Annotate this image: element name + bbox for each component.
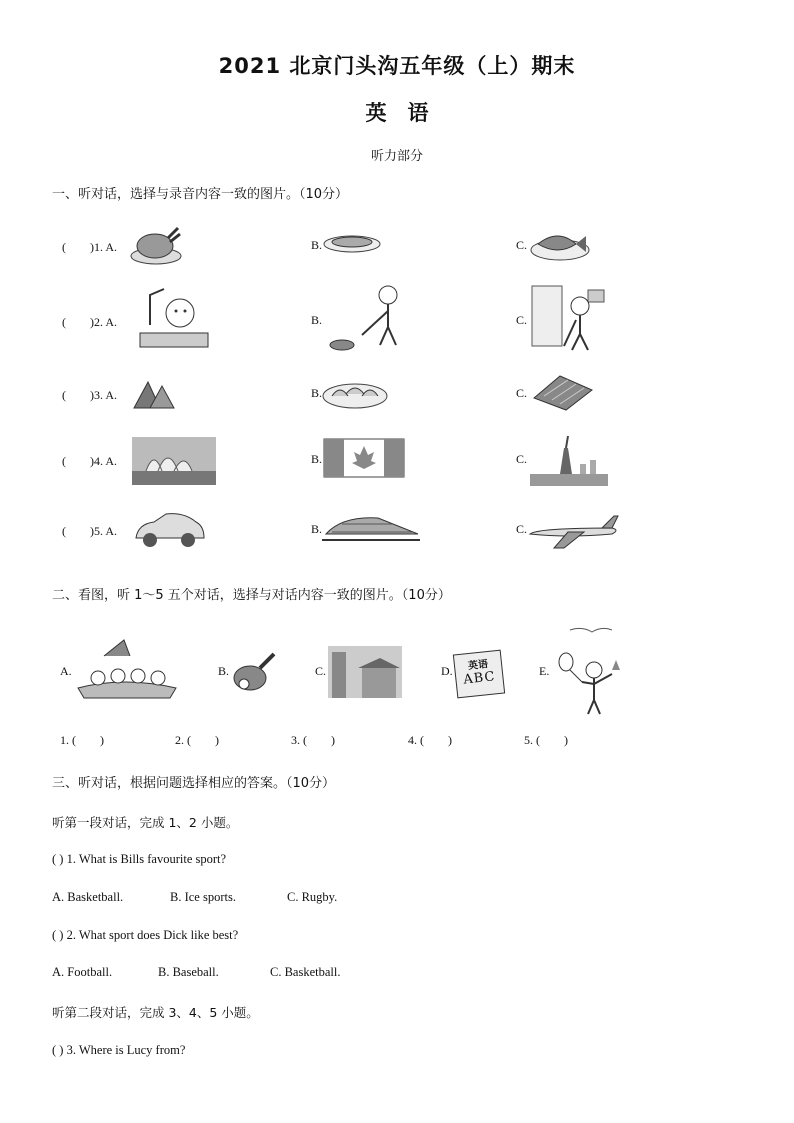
- girl-badminton-icon: [552, 624, 628, 716]
- q4-b-label: B.: [311, 452, 323, 466]
- s2-answer-2: 2. ( ): [175, 733, 219, 747]
- q1-b-label: B.: [311, 238, 323, 252]
- s2-option-d: D.: [441, 664, 453, 678]
- section1-heading: 一、听对话，选择与录音内容一致的图片。（10分）: [52, 187, 349, 202]
- book-letters: ABC: [462, 669, 497, 688]
- q4-c-label: C.: [516, 452, 528, 466]
- dumplings-icon: [322, 376, 388, 410]
- dragon-boat-race-icon: [74, 636, 180, 702]
- s2-answer-3: 3. ( ): [291, 733, 335, 747]
- q3-number: ( )3. A.: [62, 388, 117, 402]
- question-2: ( ) 2. What sport does Dick like best?: [52, 928, 239, 942]
- english-book-icon: [453, 650, 505, 699]
- boy-cleaning-icon: [530, 284, 610, 352]
- boy-walking-dog-icon: [322, 283, 406, 355]
- s2-answer-5: 5. ( ): [524, 733, 568, 747]
- zongzi-icon: [130, 376, 178, 412]
- student-reading-icon: [130, 285, 210, 351]
- q2-b-label: B.: [311, 313, 323, 327]
- s2-option-e: E.: [539, 664, 550, 678]
- q1-option-b: B. Ice sports.: [170, 890, 236, 904]
- s2-answer-4: 4. ( ): [408, 733, 452, 747]
- s2-option-b: B.: [218, 664, 230, 678]
- exam-title: 2021 北京门头沟五年级（上）期末: [218, 54, 576, 78]
- q1-number: ( )1. A.: [62, 240, 117, 254]
- section2-heading: 二、看图，听 1～5 五个对话，选择与对话内容一致的图片。（10分）: [52, 588, 451, 603]
- q5-b-label: B.: [311, 522, 323, 536]
- statue-of-liberty-icon: [530, 434, 608, 486]
- s2-option-a: A.: [60, 664, 72, 678]
- q4-number: ( )4. A.: [62, 454, 117, 468]
- section3-heading: 三、听对话，根据问题选择相应的答案。（10分）: [52, 776, 336, 791]
- airplane-icon: [528, 514, 622, 550]
- subject-title: 英 语: [365, 101, 429, 125]
- q2-option-b: B. Baseball.: [158, 965, 219, 979]
- part-title: 听力部分: [370, 149, 423, 164]
- question-1: ( ) 1. What is Bills favourite sport?: [52, 852, 227, 866]
- q5-number: ( )5. A.: [62, 524, 117, 538]
- roast-chicken-icon: [130, 224, 182, 266]
- chinatown-gate-icon: [328, 646, 402, 698]
- q1-option-c: C. Rugby.: [287, 890, 338, 904]
- q2-number: ( )2. A.: [62, 315, 117, 329]
- q1-option-a: A. Basketball.: [52, 890, 124, 904]
- q2-option-c: C. Basketball.: [270, 965, 341, 979]
- car-icon: [132, 510, 206, 550]
- q3-c-label: C.: [516, 386, 528, 400]
- q5-c-label: C.: [516, 522, 528, 536]
- pancake-plate-icon: [322, 232, 382, 254]
- dialog2-instruction: 听第二段对话，完成 3、4、5 小题。: [52, 1005, 259, 1020]
- sydney-opera-house-icon: [132, 437, 216, 485]
- noodles-icon: [530, 372, 596, 412]
- ping-pong-paddle-icon: [230, 650, 280, 694]
- train-icon: [322, 514, 420, 544]
- canada-flag-icon: [324, 439, 404, 477]
- question-3: ( ) 3. Where is Lucy from?: [52, 1043, 186, 1057]
- q2-option-a: A. Football.: [52, 965, 113, 979]
- q3-b-label: B.: [311, 386, 323, 400]
- dialog1-instruction: 听第一段对话，完成 1、2 小题。: [52, 815, 239, 830]
- q2-c-label: C.: [516, 313, 528, 327]
- s2-option-c: C.: [315, 664, 327, 678]
- s2-answer-1: 1. ( ): [60, 733, 104, 747]
- fish-plate-icon: [530, 226, 590, 262]
- q1-c-label: C.: [516, 238, 528, 252]
- book-label: 英语: [467, 659, 489, 673]
